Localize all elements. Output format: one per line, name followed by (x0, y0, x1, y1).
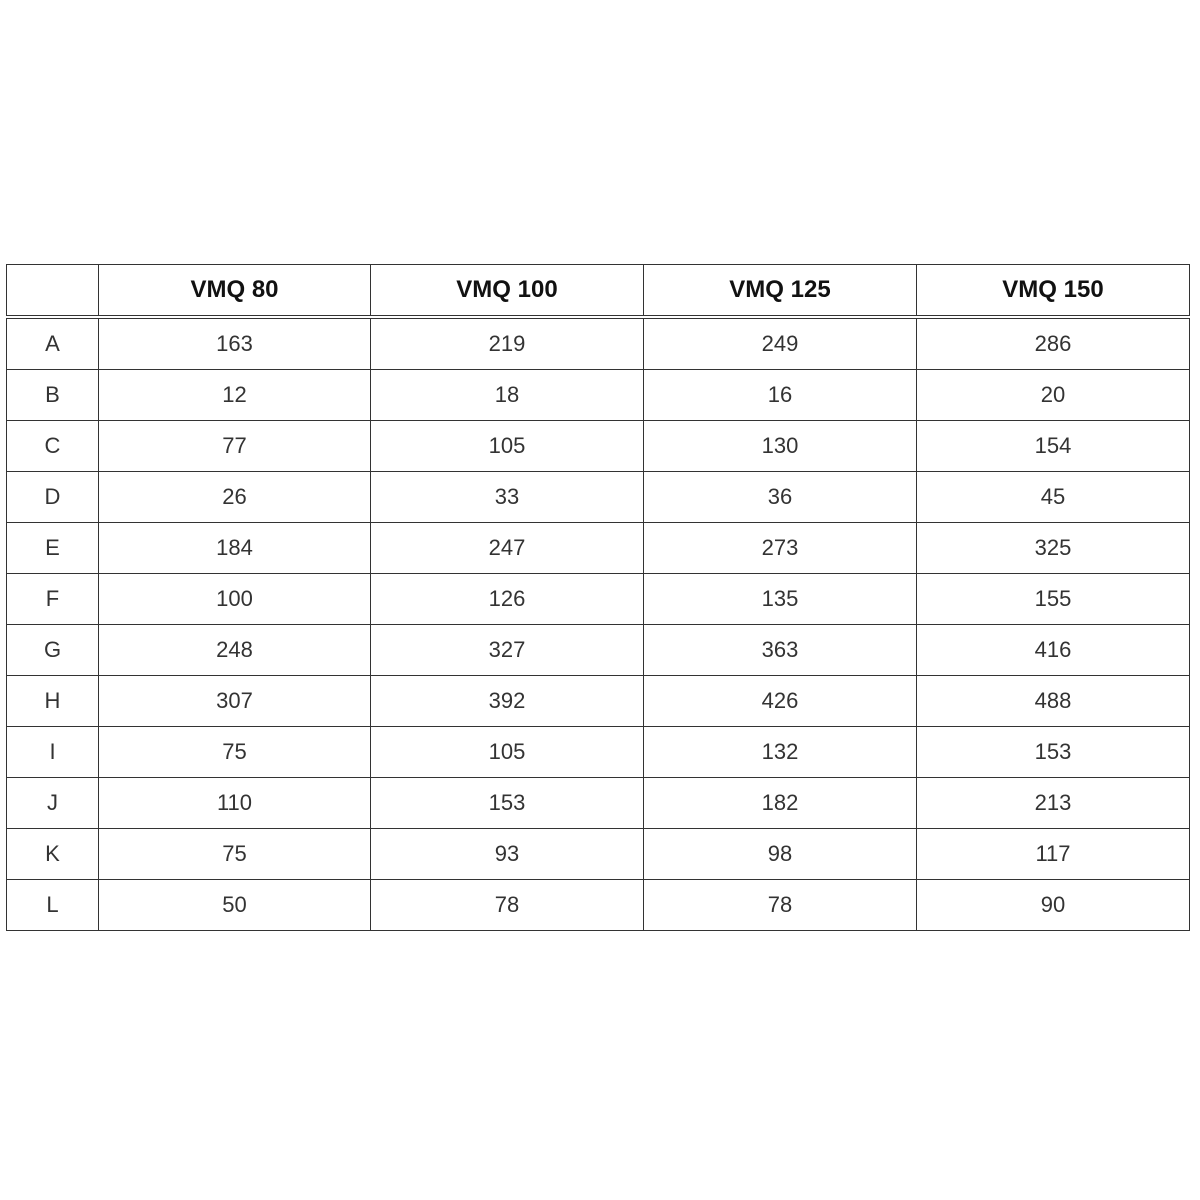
table-cell: 36 (644, 472, 917, 523)
table-cell: 26 (99, 472, 371, 523)
table-cell: 33 (371, 472, 644, 523)
table-cell: 153 (371, 778, 644, 829)
table-cell: 392 (371, 676, 644, 727)
row-label: J (7, 778, 99, 829)
table-cell: 117 (917, 829, 1190, 880)
header-row (7, 265, 1190, 318)
table-cell: 182 (644, 778, 917, 829)
table-cell: 163 (99, 317, 371, 370)
column-header: VMQ 80 (99, 265, 371, 318)
table-cell: 153 (917, 727, 1190, 778)
table-cell: 155 (917, 574, 1190, 625)
column-header: VMQ 150 (917, 265, 1190, 318)
table-row (7, 574, 1190, 625)
table-cell: 249 (644, 317, 917, 370)
table-cell: 12 (99, 370, 371, 421)
table-cell: 110 (99, 778, 371, 829)
table-cell: 426 (644, 676, 917, 727)
table-cell: 248 (99, 625, 371, 676)
table-cell: 213 (917, 778, 1190, 829)
row-label: D (7, 472, 99, 523)
table-row (7, 317, 1190, 370)
table-row (7, 472, 1190, 523)
row-label: I (7, 727, 99, 778)
table-cell: 184 (99, 523, 371, 574)
table-cell: 363 (644, 625, 917, 676)
table-cell: 105 (371, 421, 644, 472)
table-cell: 126 (371, 574, 644, 625)
table-row (7, 829, 1190, 880)
table-cell: 75 (99, 829, 371, 880)
corner-cell (7, 265, 99, 318)
table-cell: 50 (99, 880, 371, 931)
table-row (7, 523, 1190, 574)
table-row (7, 421, 1190, 472)
table-cell: 98 (644, 829, 917, 880)
table-cell: 273 (644, 523, 917, 574)
table-cell: 77 (99, 421, 371, 472)
row-label: K (7, 829, 99, 880)
row-label: E (7, 523, 99, 574)
table-cell: 327 (371, 625, 644, 676)
table-cell: 16 (644, 370, 917, 421)
table-row (7, 880, 1190, 931)
row-label: H (7, 676, 99, 727)
table-cell: 45 (917, 472, 1190, 523)
table-cell: 105 (371, 727, 644, 778)
table-cell: 219 (371, 317, 644, 370)
dimensions-table (6, 264, 1190, 931)
table-row (7, 370, 1190, 421)
table-cell: 132 (644, 727, 917, 778)
table-cell: 78 (644, 880, 917, 931)
column-header: VMQ 125 (644, 265, 917, 318)
table-cell: 135 (644, 574, 917, 625)
table-cell: 307 (99, 676, 371, 727)
table-cell: 286 (917, 317, 1190, 370)
table-cell: 325 (917, 523, 1190, 574)
row-label: F (7, 574, 99, 625)
table-row (7, 778, 1190, 829)
row-label: L (7, 880, 99, 931)
row-label: G (7, 625, 99, 676)
table-cell: 18 (371, 370, 644, 421)
table-cell: 416 (917, 625, 1190, 676)
table-row (7, 727, 1190, 778)
table-cell: 130 (644, 421, 917, 472)
row-label: A (7, 317, 99, 370)
table-cell: 90 (917, 880, 1190, 931)
table-cell: 488 (917, 676, 1190, 727)
table-cell: 75 (99, 727, 371, 778)
row-label: B (7, 370, 99, 421)
table-cell: 247 (371, 523, 644, 574)
row-label: C (7, 421, 99, 472)
table-row (7, 676, 1190, 727)
table-row (7, 625, 1190, 676)
column-header: VMQ 100 (371, 265, 644, 318)
table-cell: 100 (99, 574, 371, 625)
table-cell: 20 (917, 370, 1190, 421)
table-cell: 93 (371, 829, 644, 880)
table-cell: 154 (917, 421, 1190, 472)
table-cell: 78 (371, 880, 644, 931)
